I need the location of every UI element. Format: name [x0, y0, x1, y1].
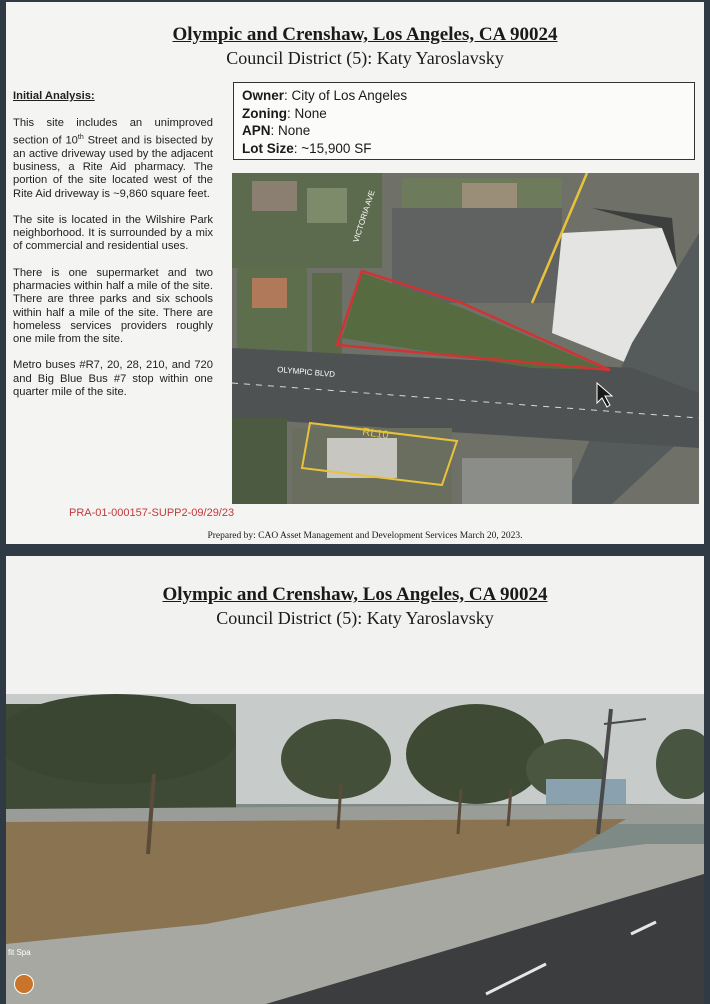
- page-title: Olympic and Crenshaw, Los Angeles, CA 90024: [162, 584, 548, 605]
- zoning-value: : None: [286, 105, 327, 121]
- lot-size-row: [242, 140, 686, 158]
- owner-label: Owner: [242, 88, 285, 103]
- document-page-2: [6, 556, 704, 1004]
- lot-size-value: : ~15,900 SF: [293, 140, 372, 156]
- map-overlay-label: fit Spa: [8, 948, 31, 957]
- map-label-victoria: VICTORIA AVE: [351, 189, 377, 244]
- map-label-olympic: OLYMPIC BLVD: [276, 365, 336, 380]
- initial-analysis: [13, 90, 213, 412]
- zoning-row: [242, 105, 686, 123]
- street-view-photo: [6, 694, 704, 1004]
- apn-value: : None: [270, 123, 311, 138]
- owner-value: : City of Los Angeles: [284, 88, 408, 103]
- map-pin-icon: [14, 974, 34, 994]
- document-page-1: [6, 2, 704, 544]
- analysis-paragraph-1: [13, 117, 213, 201]
- apn-row: [242, 122, 686, 140]
- superscript: th: [77, 133, 84, 141]
- owner-row: [242, 87, 686, 105]
- analysis-heading: Initial Analysis:: [13, 90, 95, 102]
- apn-label: APN: [242, 123, 271, 138]
- analysis-paragraph-4: Metro buses #R7, 20, 28, 210, and 720 and Big Blue Bus #7 stop within one quarter mile of the site.: [13, 359, 213, 399]
- map-label-rl10: RL10: [361, 426, 390, 442]
- property-info-box: [233, 82, 695, 160]
- council-district-subtitle: Council District (5): Katy Yaroslavsky: [216, 608, 494, 628]
- council-district-subtitle: Council District (5): Katy Yaroslavsky: [226, 48, 504, 68]
- reference-number: PRA-01-000157-SUPP2-09/29/23: [69, 507, 235, 519]
- zoning-label: Zoning: [242, 105, 287, 121]
- analysis-paragraph-3: There is one supermarket and two pharmacies within half a mile of the site. There are three parks and six schools within half a mile of the site. There are homeless services providers roughly one mile from the site.: [13, 266, 213, 346]
- prepared-by-footer: Prepared by: CAO Asset Management and Development Services March 20, 2023.: [207, 531, 523, 541]
- aerial-map: [232, 173, 699, 504]
- analysis-paragraph-2: The site is located in the Wilshire Park neighborhood. It is surrounded by a mix of commercial and residential uses.: [13, 213, 213, 253]
- analysis-text: Street and is bisected by an active driveway used by the adjacent business, a Rite Aid pharmacy. The portion of the site located west of the Rite Aid driveway is ~9,860 square feet.: [13, 134, 213, 200]
- analysis-text: This site includes an unimproved section of 10: [13, 117, 213, 147]
- lot-size-label: Lot Size: [242, 140, 294, 156]
- page-title: Olympic and Crenshaw, Los Angeles, CA 90024: [172, 24, 558, 45]
